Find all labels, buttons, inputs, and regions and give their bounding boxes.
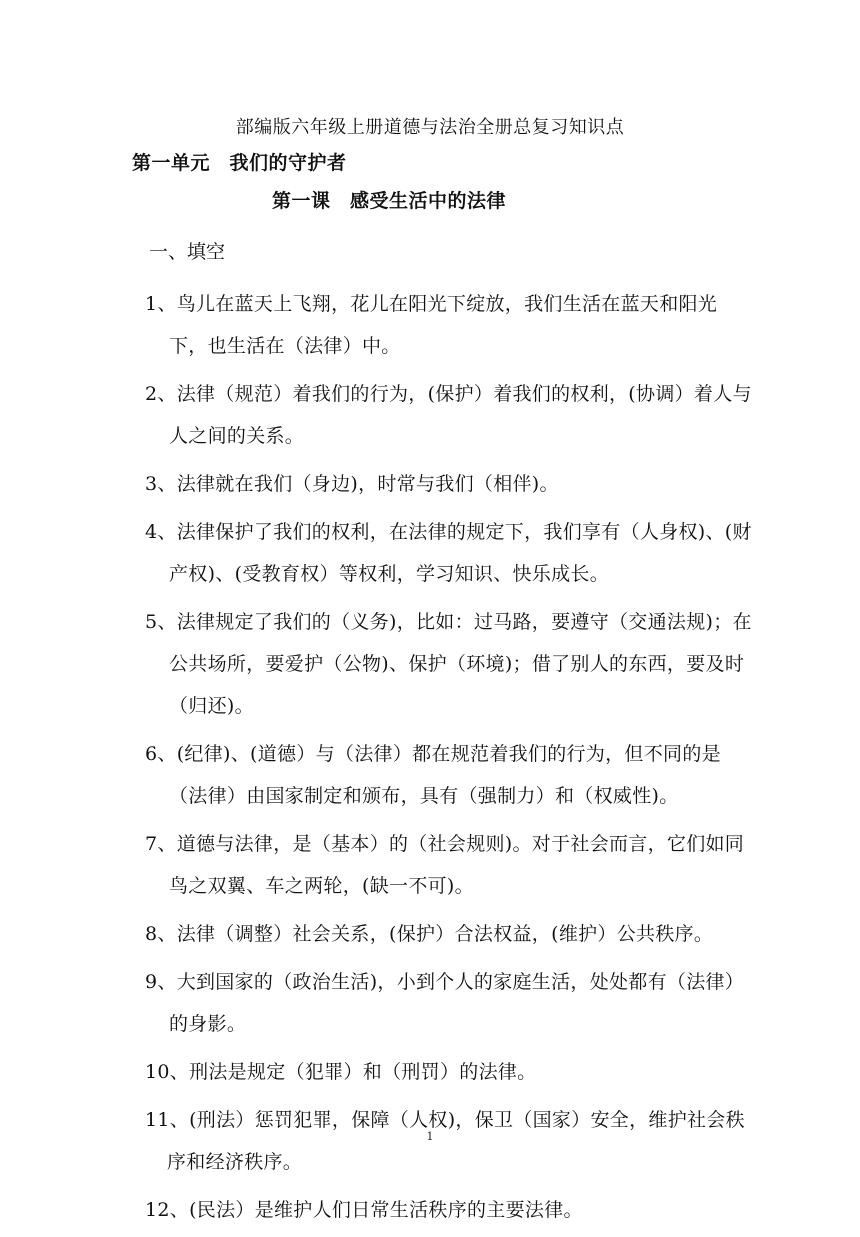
list-item: 4、法律保护了我们的权利，在法律的规定下，我们享有（人身权)、(财产权)、(受教育权）等权利，学习知识、快乐成长。 bbox=[145, 521, 752, 585]
list-item: 12、(民法）是维护人们日常生活秩序的主要法律。 bbox=[145, 1199, 583, 1221]
list-item: 3、法律就在我们（身边)，时常与我们（相伴)。 bbox=[145, 473, 559, 495]
list-item: 8、法律（调整）社会关系，(保护）合法权益，(维护）公共秩序。 bbox=[145, 923, 714, 945]
document-title: 部编版六年级上册道德与法治全册总复习知识点 bbox=[235, 117, 625, 138]
list-item: 9、大到国家的（政治生活)，小到个人的家庭生活，处处都有（法律）的身影。 bbox=[145, 971, 745, 1035]
list-item: 10、刑法是规定（犯罪）和（刑罚）的法律。 bbox=[145, 1061, 537, 1083]
unit-heading: 第一单元 我们的守护者 bbox=[132, 152, 347, 174]
section-heading-fill-in-blank: 一、填空 bbox=[149, 241, 226, 263]
list-item: 11、(刑法）惩罚犯罪，保障（人权)，保卫（国家）安全，维护社会秩序和经济秩序。 bbox=[145, 1109, 745, 1173]
list-item: 6、(纪律)、(道德）与（法律）都在规范着我们的行为，但不同的是（法律）由国家制定和颁布，具有（强制力）和（权威性)。 bbox=[145, 743, 721, 807]
fill-in-blank-list bbox=[145, 283, 755, 1237]
list-item: 1、鸟儿在蓝天上飞翔，花儿在阳光下绽放，我们生活在蓝天和阳光下，也生活在（法律）中。 bbox=[145, 293, 718, 357]
list-item: 2、法律（规范）着我们的行为，(保护）着我们的权利，(协调）着人与人之间的关系。 bbox=[145, 383, 752, 447]
list-item: 7、道德与法律，是（基本）的（社会规则)。对于社会而言，它们如同鸟之双翼、车之两轮，(缺一不可)。 bbox=[145, 833, 745, 897]
list-item: 5、法律规定了我们的（义务)，比如：过马路，要遵守（交通法规)；在公共场所，要爱护（公物)、保护（环境)；借了别人的东西，要及时（归还)。 bbox=[145, 611, 752, 717]
lesson-heading: 第一课 感受生活中的法律 bbox=[272, 190, 507, 212]
page-number: 1 bbox=[426, 1130, 434, 1143]
